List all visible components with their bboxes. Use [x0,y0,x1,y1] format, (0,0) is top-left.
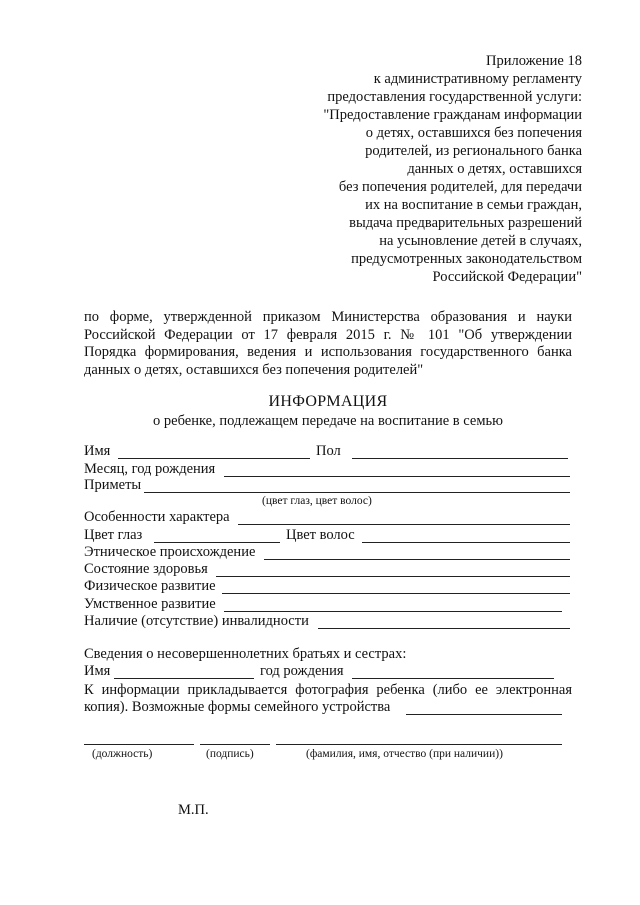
signature-caption: (подпись) [206,748,254,760]
signature-field[interactable] [200,744,270,745]
intro-line: данных о детях, оставшихся без попечения родителей" [84,361,424,378]
appendix-line: о детях, оставшихся без попечения [365,125,582,141]
character-label: Особенности характера [84,509,230,525]
appendix-line: данных о детях, оставшихся [407,161,582,177]
ethnic-field[interactable] [264,559,570,560]
appendix-line: родителей, из регионального банка [365,143,582,159]
siblings-heading: Сведения о несовершеннолетних братьях и сестрах: [84,646,407,662]
health-label: Состояние здоровья [84,561,208,577]
sibling-birth-year-label: год рождения [260,663,344,679]
mental-field[interactable] [224,611,562,612]
character-field[interactable] [238,524,570,525]
intro-line: Порядка формирования, ведения и использования государственного банка [84,344,572,360]
sex-label: Пол [316,443,341,459]
appendix-line: на усыновление детей в случаях, [379,233,582,249]
intro-paragraph [84,309,572,379]
disability-field[interactable] [318,628,570,629]
fio-field[interactable] [276,744,562,745]
appendix-header [262,52,582,286]
disability-label: Наличие (отсутствие) инвалидности [84,613,309,629]
sex-field[interactable] [352,458,568,459]
appendix-line: их на воспитание в семьи граждан, [365,197,582,213]
physical-label: Физическое развитие [84,578,216,594]
appendix-line: предусмотренных законодательством [351,251,582,267]
form-subtitle: о ребенке, подлежащем передаче на воспитание в семью [153,413,503,429]
birth-label: Месяц, год рождения [84,461,216,477]
sibling-name-field[interactable] [114,678,254,679]
marks-label: Приметы [84,477,142,493]
appendix-line: выдача предварительных разрешений [349,215,582,231]
appendix-line: без попечения родителей, для передачи [338,179,582,195]
marks-field[interactable] [144,492,570,493]
intro-line: по форме, утвержденной приказом Министерства образования и науки [84,309,572,325]
stamp-label: М.П. [178,802,209,818]
form-title: ИНФОРМАЦИЯ [268,393,388,410]
health-field[interactable] [216,576,570,577]
appendix-line: предоставления государственной услуги: [327,89,582,105]
appendix-line: "Предоставление гражданам информации [323,107,582,123]
position-caption: (должность) [92,748,153,760]
ethnic-label: Этническое происхождение [84,544,256,560]
position-field[interactable] [84,744,194,745]
mental-label: Умственное развитие [84,596,216,612]
name-field[interactable] [118,458,310,459]
appendix-line: Российской Федерации" [432,269,582,285]
photo-line-2: копия). Возможные формы семейного устройства [84,699,391,715]
sibling-birth-year-field[interactable] [352,678,554,679]
eye-color-field[interactable] [154,542,280,543]
physical-field[interactable] [222,593,570,594]
hair-color-field[interactable] [362,542,570,543]
photo-line-1: К информации прикладывается фотография ребенка (либо ее электронная [84,682,572,698]
sibling-name-label: Имя [84,663,111,679]
birth-field[interactable] [224,476,570,477]
appendix-line: к административному регламенту [373,71,582,87]
eye-color-label: Цвет глаз [84,527,143,543]
fio-caption: (фамилия, имя, отчество (при наличии)) [306,748,503,760]
name-label: Имя [84,443,111,459]
hair-color-label: Цвет волос [286,527,355,543]
marks-hint: (цвет глаз, цвет волос) [262,495,372,507]
intro-line: Российской Федерации от 17 февраля 2015 г. № 101 "Об утверждении [84,326,572,343]
family-form-field[interactable] [406,714,562,715]
appendix-line: Приложение 18 [486,53,582,69]
